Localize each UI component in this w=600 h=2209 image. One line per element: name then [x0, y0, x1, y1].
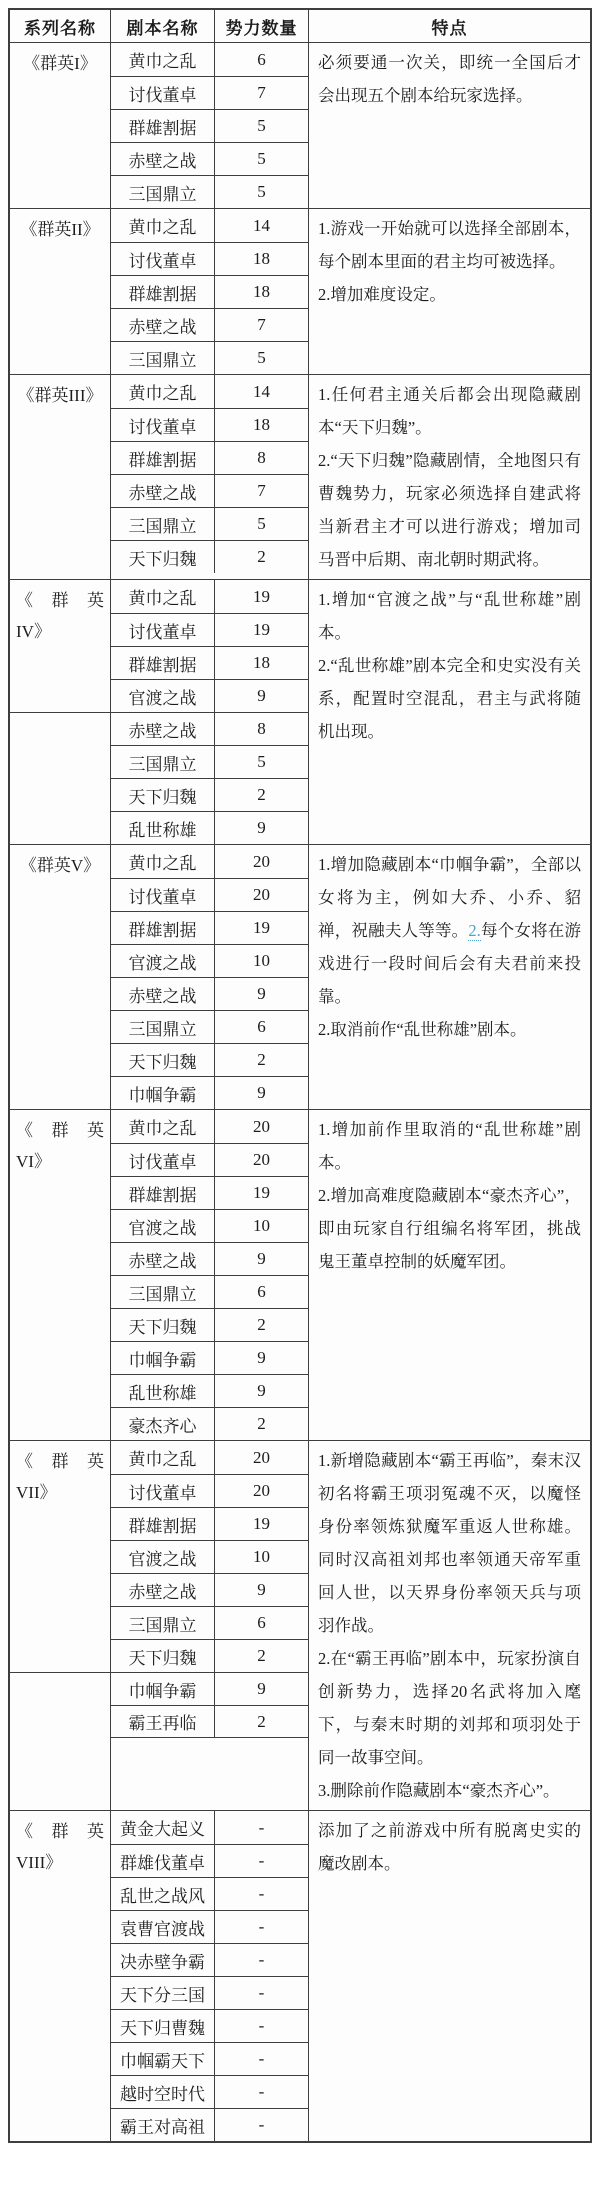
- scenario-row: [111, 1176, 308, 1209]
- scenario-name: 乱世之战风: [111, 1878, 215, 1910]
- scenario-forces-count: 6: [257, 1282, 266, 1301]
- scenario-forces-count: 10: [253, 951, 270, 970]
- scenario-forces-count: 18: [253, 249, 270, 268]
- scenario-row: [111, 2042, 308, 2075]
- scenario-forces-count: 2: [257, 1646, 266, 1665]
- scenario-name: 群雄割据: [111, 912, 215, 944]
- scenario-forces-count: 19: [253, 1183, 270, 1202]
- scenario-forces-count: 20: [253, 885, 270, 904]
- feature-text: 必须要通一次关，即统一全国后才会出现五个剧本给玩家选择。: [318, 53, 581, 105]
- feature-paragraph: [318, 583, 581, 649]
- scenario-name: 霸王再临: [111, 1706, 215, 1737]
- feature-paragraph: [318, 444, 581, 576]
- scenario-forces-count: 9: [257, 818, 266, 837]
- scenario-name: 官渡之战: [111, 680, 215, 712]
- scenario-row: [111, 944, 308, 977]
- scenario-forces-count: 20: [253, 1150, 270, 1169]
- feature-text: 2.“乱世称雄”剧本完全和史实没有关系，配置时空混乱，君主与武将随机出现。: [318, 656, 581, 741]
- series-col: [10, 1110, 111, 1440]
- scenario-forces-count: -: [258, 1817, 265, 1837]
- scenario-forces-count: 10: [253, 1547, 270, 1566]
- scenario-row: [111, 580, 308, 613]
- features-col: [309, 845, 590, 1109]
- scenario-forces-count: -: [258, 1917, 265, 1936]
- feature-paragraph: [318, 1642, 581, 1774]
- series-name-line: VIII》: [16, 1853, 63, 1872]
- scenario-row: [111, 778, 308, 811]
- series-col: [10, 209, 111, 374]
- feature-text: 2.取消前作“乱世称雄”剧本。: [318, 1020, 527, 1039]
- scenario-name: 赤壁之战: [111, 1243, 215, 1275]
- scenario-name: 三国鼎立: [111, 342, 215, 374]
- series-col: [10, 43, 111, 208]
- scenario-forces-count: 2: [257, 785, 266, 804]
- scenario-name: 黄金大起义: [111, 1811, 215, 1844]
- feature-text: 1.游戏一开始就可以选择全部剧本，每个剧本里面的君主均可被选择。: [318, 219, 581, 271]
- header-cell-scenario-name: 剧本名称: [111, 10, 215, 42]
- scenario-row: [111, 1341, 308, 1374]
- scenario-row: [111, 2075, 308, 2108]
- scenario-forces-count: 2: [257, 1414, 266, 1433]
- scenario-row: [111, 109, 308, 142]
- scenario-row: [111, 507, 308, 540]
- scenario-forces-count: -: [258, 2016, 265, 2035]
- series-name-line: 《群英II》: [20, 220, 100, 239]
- scenario-forces-count: 20: [253, 1447, 270, 1467]
- scenario-row: [111, 1672, 308, 1705]
- scenario-name: 天下归曹魏: [111, 2010, 215, 2042]
- series-block: [10, 844, 590, 1109]
- scenario-row: [111, 76, 308, 109]
- scenario-forces-count: 7: [257, 83, 266, 102]
- scenario-name: 官渡之战: [111, 1210, 215, 1242]
- scenario-forces-count: 19: [253, 586, 270, 606]
- scenario-name: 天下分三国: [111, 1977, 215, 2009]
- scenario-name: 三国鼎立: [111, 1011, 215, 1043]
- scenario-name: 赤壁之战: [111, 1574, 215, 1606]
- feature-paragraph: [318, 1814, 581, 1880]
- feature-text: 2.“天下归魏”隐藏剧情，全地图只有曹魏势力，玩家必须选择自建武将当新君主才可以进行游戏；增加司马晋中后期、南北朝时期武将。: [318, 451, 581, 569]
- scenario-row: [111, 142, 308, 175]
- series-name-cell: [10, 375, 110, 579]
- scenario-row: [111, 1844, 308, 1877]
- scenario-name: 黄巾之乱: [111, 375, 215, 408]
- scenario-row: [111, 1143, 308, 1176]
- scenario-row: [111, 175, 308, 208]
- feature-text: 2.在“霸王再临”剧本中，玩家扮演自创新势力，选择20名武将加入麾下，与秦末时期的刘邦和项羽处于同一故事空间。: [318, 1649, 581, 1767]
- series-name-line: IV》: [16, 622, 51, 641]
- feature-text: 2.增加高难度隐藏剧本“豪杰齐心”，即由玩家自行组编名将军团，挑战鬼王董卓控制的妖魔军团。: [318, 1186, 581, 1271]
- scenario-name: 乱世称雄: [111, 1375, 215, 1407]
- scenario-col: [111, 43, 309, 208]
- scenario-row: [111, 1573, 308, 1606]
- scenario-row: [111, 613, 308, 646]
- feature-text: 1.增加“官渡之战”与“乱世称雄”剧本。: [318, 590, 581, 642]
- features-col: [309, 1811, 590, 2141]
- scenario-row: [111, 1010, 308, 1043]
- scenario-row: [111, 977, 308, 1010]
- scenario-forces-count: -: [258, 1950, 265, 1969]
- series-empty-cell: [10, 712, 110, 844]
- scenario-row: [111, 242, 308, 275]
- series-name-cell: [10, 209, 110, 374]
- feature-paragraph: [318, 212, 581, 278]
- scenario-name: 天下归魏: [111, 541, 215, 573]
- scenario-row: [111, 1275, 308, 1308]
- scenario-forces-count: 18: [253, 415, 270, 434]
- scenario-name: 讨伐董卓: [111, 1475, 215, 1507]
- feature-paragraph: [318, 1179, 581, 1278]
- scenario-name: 讨伐董卓: [111, 409, 215, 441]
- scenario-name: 赤壁之战: [111, 475, 215, 507]
- scenario-row: [111, 1076, 308, 1109]
- scenario-row: [111, 1374, 308, 1407]
- series-name-cell: [10, 1811, 110, 2141]
- scenario-name: 黄巾之乱: [111, 1441, 215, 1474]
- scenario-name: 三国鼎立: [111, 508, 215, 540]
- scenario-forces-count: 5: [257, 116, 266, 135]
- table-header-row: [10, 10, 590, 42]
- scenario-name: 讨伐董卓: [111, 1144, 215, 1176]
- scenario-name: 赤壁之战: [111, 713, 215, 745]
- series-block: [10, 579, 590, 844]
- scenario-row: [111, 1242, 308, 1275]
- scenario-forces-count: 20: [253, 851, 270, 871]
- scenario-name: 霸王对高祖: [111, 2109, 215, 2141]
- scenario-forces-count: -: [258, 2082, 265, 2101]
- scenario-name: 黄巾之乱: [111, 43, 215, 76]
- scenario-forces-count: 5: [257, 752, 266, 771]
- series-block: [10, 1440, 590, 1810]
- scenario-forces-count: -: [258, 1884, 265, 1903]
- scenario-name: 巾帼霸天下: [111, 2043, 215, 2075]
- series-name-cell: [10, 1441, 110, 1672]
- header-cell-features: 特点: [431, 18, 468, 38]
- scenario-name: 赤壁之战: [111, 143, 215, 175]
- scenario-row: [111, 1308, 308, 1341]
- series-block: [10, 208, 590, 374]
- features-col: [309, 43, 590, 208]
- accent-number: 2.: [468, 921, 481, 940]
- scenario-row: [111, 341, 308, 374]
- scenario-row: [111, 375, 308, 408]
- scenario-row: [111, 474, 308, 507]
- scenario-forces-count: 9: [257, 1348, 266, 1367]
- scenario-row: [111, 1877, 308, 1910]
- scenario-row: [111, 1209, 308, 1242]
- scenario-name: 乱世称雄: [111, 812, 215, 844]
- scenario-row: [111, 1540, 308, 1573]
- series-name-line: 《 群 英: [16, 1822, 104, 1841]
- scenario-forces-count: 6: [257, 1613, 266, 1632]
- scenario-forces-count: 9: [257, 1381, 266, 1400]
- scenario-forces-count: 6: [257, 1017, 266, 1036]
- feature-text: 3.删除前作隐藏剧本“豪杰齐心”。: [318, 1781, 560, 1800]
- scenario-row: [111, 1606, 308, 1639]
- scenario-forces-count: 10: [253, 1216, 270, 1235]
- series-comparison-table: [8, 8, 592, 2143]
- series-col: [10, 845, 111, 1109]
- feature-text: 1.增加前作里取消的“乱世称雄”剧本。: [318, 1120, 581, 1172]
- scenario-name: 巾帼争霸: [111, 1673, 215, 1705]
- scenario-name: 天下归魏: [111, 779, 215, 811]
- scenario-row: [111, 308, 308, 341]
- scenario-row: [111, 1811, 308, 1844]
- scenario-name: 赤壁之战: [111, 978, 215, 1010]
- series-col: [10, 375, 111, 579]
- scenario-row: [111, 275, 308, 308]
- feature-paragraph: [318, 1774, 581, 1807]
- scenario-row: [111, 408, 308, 441]
- scenario-name: 赤壁之战: [111, 309, 215, 341]
- scenario-forces-count: -: [258, 1851, 265, 1870]
- scenario-row: [111, 1943, 308, 1976]
- scenario-name: 黄巾之乱: [111, 580, 215, 613]
- feature-paragraph: [318, 1013, 581, 1046]
- features-col: [309, 580, 590, 844]
- series-col: [10, 580, 111, 844]
- series-empty-cell: [10, 1672, 110, 1810]
- scenario-forces-count: 2: [257, 547, 266, 566]
- scenario-forces-count: 18: [253, 653, 270, 672]
- scenario-forces-count: 9: [257, 984, 266, 1003]
- feature-paragraph: [318, 278, 581, 311]
- feature-paragraph: [318, 46, 581, 112]
- series-block: [10, 1810, 590, 2141]
- scenario-name: 越时空时代: [111, 2076, 215, 2108]
- series-block: [10, 42, 590, 208]
- scenario-name: 黄巾之乱: [111, 209, 215, 242]
- scenario-forces-count: -: [258, 2049, 265, 2068]
- scenario-row: [111, 1705, 308, 1738]
- scenario-forces-count: -: [258, 1983, 265, 2002]
- feature-text: 每个女将在游戏进行一段时间后会有夫君前来投靠。: [318, 921, 582, 1006]
- scenario-name: 天下归魏: [111, 1640, 215, 1672]
- scenario-name: 天下归魏: [111, 1309, 215, 1341]
- scenario-row: [111, 209, 308, 242]
- header-cell-forces-count: 势力数量: [215, 10, 309, 42]
- feature-text: 1.新增隐藏剧本“霸王再临”，秦末汉初名将霸王项羽冤魂不灭，以魔怪身份率领炼狱魔军重返人世称雄。同时汉高祖刘邦也率领通天帝军重回人世，以天界身份率领天兵与项羽作战。: [318, 1451, 581, 1635]
- scenario-forces-count: 6: [257, 49, 266, 69]
- feature-paragraph: [318, 649, 581, 748]
- scenario-col: [111, 1110, 309, 1440]
- scenario-name: 群雄割据: [111, 442, 215, 474]
- features-col: [309, 375, 590, 579]
- scenario-name: 群雄割据: [111, 1508, 215, 1540]
- scenario-name: 群雄割据: [111, 1177, 215, 1209]
- scenario-name: 官渡之战: [111, 945, 215, 977]
- scenario-row: [111, 845, 308, 878]
- header-cell-series-name: 系列名称: [10, 10, 111, 42]
- series-name-cell: [10, 43, 110, 208]
- scenario-forces-count: 19: [253, 918, 270, 937]
- scenario-row: [111, 811, 308, 844]
- scenario-row: [111, 1507, 308, 1540]
- scenario-row: [111, 1407, 308, 1440]
- scenario-col: [111, 375, 309, 579]
- scenario-name: 官渡之战: [111, 1541, 215, 1573]
- scenario-name: 群雄伐董卓: [111, 1845, 215, 1877]
- scenario-name: 讨伐董卓: [111, 243, 215, 275]
- series-block: [10, 374, 590, 579]
- scenario-forces-count: 5: [257, 348, 266, 367]
- scenario-forces-count: -: [258, 2115, 265, 2134]
- scenario-row: [111, 1976, 308, 2009]
- scenario-forces-count: 19: [253, 1514, 270, 1533]
- scenario-row: [111, 1441, 308, 1474]
- scenario-forces-count: 2: [257, 1711, 266, 1731]
- scenario-row: [111, 1910, 308, 1943]
- scenario-name: 巾帼争霸: [111, 1077, 215, 1109]
- scenario-row: [111, 1639, 308, 1672]
- scenario-forces-count: 9: [257, 1083, 266, 1102]
- scenario-name: 群雄割据: [111, 110, 215, 142]
- scenario-name: 黄巾之乱: [111, 845, 215, 878]
- feature-text: 添加了之前游戏中所有脱离史实的魔改剧本。: [318, 1821, 581, 1873]
- series-name-cell: [10, 580, 110, 712]
- scenario-row: [111, 646, 308, 679]
- scenario-name: 三国鼎立: [111, 746, 215, 778]
- feature-text: 1.增加隐藏剧本“巾帼争霸”，全部以女将为主，例如大乔、小乔、貂禅，祝融夫人等等。: [318, 855, 581, 940]
- scenario-name: 决赤壁争霸: [111, 1944, 215, 1976]
- series-name-line: 《 群 英: [16, 1121, 104, 1140]
- scenario-forces-count: 5: [257, 182, 266, 201]
- scenario-forces-count: 9: [257, 1249, 266, 1268]
- scenario-row: [111, 2009, 308, 2042]
- scenario-row: [111, 911, 308, 944]
- series-name-line: 《群英III》: [17, 386, 103, 405]
- scenario-forces-count: 19: [253, 620, 270, 639]
- feature-paragraph: [318, 848, 581, 1013]
- scenario-name: 讨伐董卓: [111, 614, 215, 646]
- scenario-name: 群雄割据: [111, 276, 215, 308]
- scenario-forces-count: 14: [253, 215, 270, 235]
- scenario-col: [111, 1441, 309, 1810]
- scenario-name: 讨伐董卓: [111, 77, 215, 109]
- feature-text: 1.任何君主通关后都会出现隐藏剧本“天下归魏”。: [318, 385, 581, 437]
- scenario-forces-count: 14: [253, 381, 270, 401]
- scenario-col: [111, 580, 309, 844]
- scenario-row: [111, 441, 308, 474]
- scenario-col: [111, 209, 309, 374]
- scenario-forces-count: 2: [257, 1315, 266, 1334]
- scenario-name: 三国鼎立: [111, 1276, 215, 1308]
- scenario-row: [111, 878, 308, 911]
- scenario-row: [111, 1043, 308, 1076]
- scenario-name: 黄巾之乱: [111, 1110, 215, 1143]
- series-col: [10, 1811, 111, 2141]
- scenario-row: [111, 2108, 308, 2141]
- scenario-forces-count: 2: [257, 1050, 266, 1069]
- features-col: [309, 1441, 590, 1810]
- scenario-forces-count: 8: [257, 448, 266, 467]
- table-body: [10, 42, 590, 2141]
- scenario-name: 群雄割据: [111, 647, 215, 679]
- scenario-col: [111, 845, 309, 1109]
- feature-paragraph: [318, 378, 581, 444]
- series-block: [10, 1109, 590, 1440]
- scenario-forces-count: 9: [257, 1679, 266, 1698]
- scenario-row: [111, 679, 308, 712]
- features-col: [309, 1110, 590, 1440]
- scenario-forces-count: 5: [257, 514, 266, 533]
- scenario-name: 天下归魏: [111, 1044, 215, 1076]
- features-col: [309, 209, 590, 374]
- scenario-row: [111, 745, 308, 778]
- scenario-forces-count: 9: [257, 686, 266, 705]
- scenario-row: [111, 540, 308, 573]
- scenario-forces-count: 20: [253, 1116, 270, 1136]
- scenario-row: [111, 43, 308, 76]
- scenario-row: [111, 1474, 308, 1507]
- scenario-forces-count: 18: [253, 282, 270, 301]
- series-name-cell: [10, 1110, 110, 1440]
- scenario-name: 讨伐董卓: [111, 879, 215, 911]
- scenario-col: [111, 1811, 309, 2141]
- scenario-row: [111, 712, 308, 745]
- scenario-forces-count: 20: [253, 1481, 270, 1500]
- scenario-forces-count: 7: [257, 315, 266, 334]
- series-name-line: 《 群 英: [16, 591, 104, 610]
- feature-paragraph: [318, 1113, 581, 1179]
- series-name-line: 《群英I》: [23, 54, 97, 73]
- series-name-line: 《群英V》: [19, 856, 101, 875]
- feature-paragraph: [318, 1444, 581, 1642]
- scenario-name: 三国鼎立: [111, 1607, 215, 1639]
- series-name-line: VI》: [16, 1152, 51, 1171]
- scenario-name: 巾帼争霸: [111, 1342, 215, 1374]
- scenario-forces-count: 7: [257, 481, 266, 500]
- scenario-name: 三国鼎立: [111, 176, 215, 208]
- scenario-name: 袁曹官渡战: [111, 1911, 215, 1943]
- scenario-row: [111, 1110, 308, 1143]
- scenario-forces-count: 9: [257, 1580, 266, 1599]
- series-name-cell: [10, 845, 110, 1109]
- scenario-forces-count: 5: [257, 149, 266, 168]
- series-col: [10, 1441, 111, 1810]
- scenario-forces-count: 8: [257, 719, 266, 738]
- scenario-name: 豪杰齐心: [111, 1408, 215, 1440]
- series-name-line: 《 群 英: [16, 1452, 104, 1471]
- series-name-line: VII》: [16, 1483, 57, 1502]
- feature-text: 2.增加难度设定。: [318, 285, 446, 304]
